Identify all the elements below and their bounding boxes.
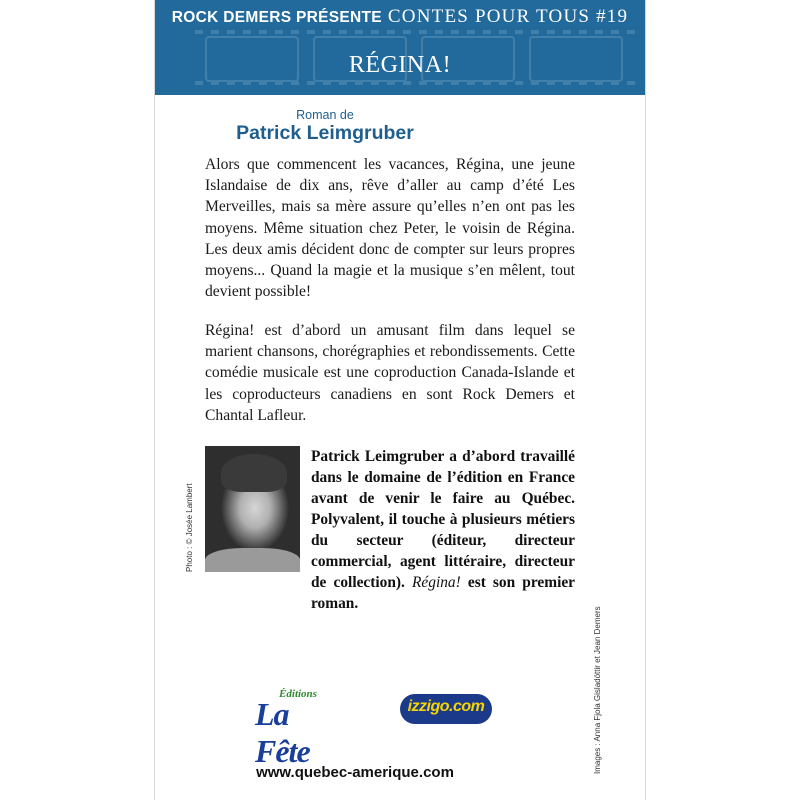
- logo-editions-text: Éditions: [279, 688, 317, 700]
- editions-la-fete-logo: [255, 688, 345, 769]
- series-name: CONTES POUR TOUS #19: [387, 6, 629, 27]
- author-bio-ending: est son premier roman.: [311, 574, 576, 612]
- header-banner: [155, 0, 645, 95]
- author-bio: [311, 446, 575, 614]
- series-line: [155, 6, 645, 28]
- byline-label: Roman de: [296, 108, 354, 122]
- images-credit: Images : Anna Fjola Gisladóttir et Jean Demers: [593, 606, 602, 774]
- author-bio-text: Patrick Leimgruber a d’abord travaillé dans le domaine de l’édition en France avant de venir le faire au Québec. Polyvalent, il touche à plusieurs métiers du secteur (éditeur, directeur commercial, agent littéraire, directeur de collection).: [311, 448, 575, 591]
- book-title: RÉGINA!: [348, 52, 452, 78]
- photo-credit: Photo : © Josée Lambert: [185, 483, 194, 572]
- logo-lafete-text: La Fête: [255, 696, 310, 769]
- summary-paragraph-1: Alors que commencent les vacances, Régina, une jeune Islandaise de dix ans, rêve d’aller au camp d’été Les Merveilles, mais sa mère assure qu’elles n’en ont pas les moyens. Même situation chez Peter, le voisin de Régina. Les deux amis décident donc de compter sur leurs propres moyens... Quand la magie et la musique s’en mêlent, tout devient possible!: [205, 156, 575, 301]
- summary-paragraph-2: Régina! est d’abord un amusant film dans lequel se marient chansons, chorégraphies et rebondissements. Cette comédie musicale est une coproduction Canada-Islande et les coproducteurs canadiens en sont Rock Demers et Chantal Lafleur.: [205, 322, 575, 424]
- author-bio-book-title: Régina!: [412, 574, 461, 591]
- author-photo: [205, 446, 300, 572]
- website-link[interactable]: www.quebec-amerique.com: [256, 764, 454, 781]
- presenter-text: ROCK DEMERS PRÉSENTE: [171, 9, 382, 26]
- izzigo-logo[interactable]: [400, 694, 492, 724]
- izzigo-logo-text: izzigo.com: [407, 698, 485, 715]
- author-name: Patrick Leimgruber: [236, 122, 414, 144]
- book-back-cover: [155, 0, 645, 800]
